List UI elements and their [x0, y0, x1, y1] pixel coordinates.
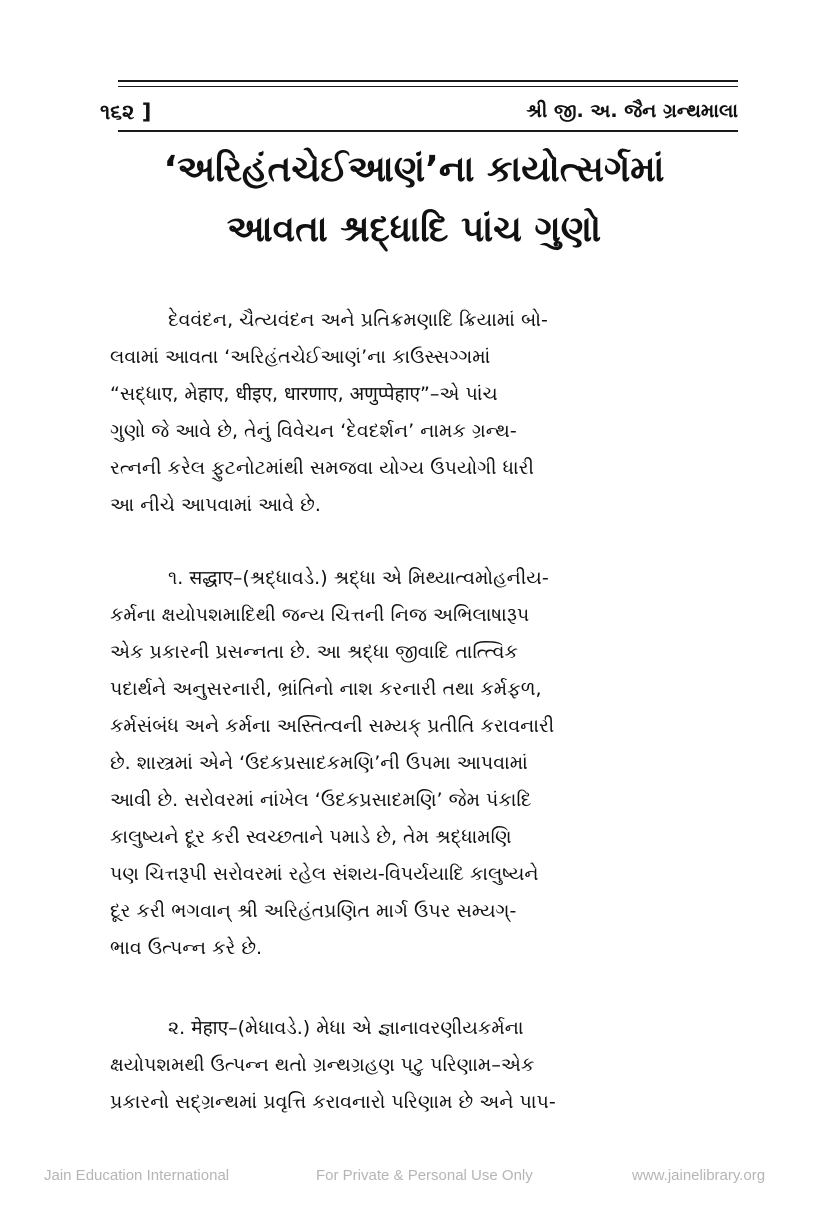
- footer-usage-notice: For Private & Personal Use Only: [316, 1167, 533, 1184]
- page-title-line-2: આવતા શ્રદ્ધાદિ પાંચ ગુણો: [226, 209, 602, 250]
- text-line: છે. શાસ્ત્રમાં એને ‘ઉદકપ્રસાદકમણિ’ની ઉપમા આપવામાં: [110, 752, 528, 774]
- paragraph-shraddha: [110, 560, 730, 967]
- text-line: ભાવ ઉત્પન્ન કરે છે.: [110, 937, 263, 959]
- text-line: દેવવંદન, ચૈત્યવંદન અને પ્રતિક્રમણાદિ ક્રિયામાં બો-: [168, 309, 548, 331]
- text-line: “સદ્ધાए, મેहाए, धीइए, धारणाए, अणुप्पेहाए”–એ પાંચ: [110, 383, 498, 405]
- text-line: કાલુષ્યને દૂર કરી સ્વચ્છતાને પમાડે છે, તેમ શ્રદ્ધામણિ: [110, 826, 512, 848]
- text-line: પ્રકારનો સદ્ગ્રન્થમાં પ્રવૃત્તિ કરાવનારો પરિણામ છે અને પાપ-: [110, 1091, 556, 1113]
- footer-website-link[interactable]: www.jainelibrary.org: [632, 1167, 766, 1184]
- footer-publisher: Jain Education International: [44, 1167, 230, 1184]
- text-line: કર્મના ક્ષયોપશમાદિથી જન્ય ચિત્તની નિજ અભિલાષારૂપ: [110, 604, 530, 626]
- series-name: શ્રી જી. અ. જૈન ગ્રન્થમાલા: [526, 100, 738, 122]
- text-line: રત્નની કરેલ ફુટનોટમાંથી સમજવા યોગ્ય ઉપયોગી ધારી: [110, 457, 534, 479]
- paragraph-medha: [110, 1010, 730, 1121]
- header-rule-top: [118, 80, 738, 82]
- header-rule-bottom: [118, 130, 738, 132]
- text-line: ૨. मेहाए–(મેધાવડે.) મેધા એ જ્ઞાનાવરણીયકર્મના: [168, 1017, 524, 1039]
- page-title-line-1: ‘અરિહંતચેઈઆણં’ના કાયોત્સર્ગમાં: [163, 149, 665, 190]
- text-line: આવી છે. સરોવરમાં નાંખેલ ‘ઉદકપ્રસાદમણિ’ જેમ પંકાદિ: [110, 789, 532, 811]
- header-rule-top-thin: [118, 86, 738, 87]
- text-line: લવામાં આવતા ‘અરિહંતચેઈઆણં’ના કાઉસ્સગ્ગમાં: [110, 346, 491, 368]
- text-line: ક્ષયોપશમથી ઉત્પન્ન થતો ગ્રન્થગ્રહણ પટુ પરિણામ–એક: [110, 1054, 535, 1076]
- text-line: આ નીચે આપવામાં આવે છે.: [110, 494, 321, 516]
- page-number: ૧૬૨ ]: [100, 100, 152, 124]
- text-line: દૂર કરી ભગવાન્ શ્રી અરિહંતપ્રણિત માર્ગ ઉપર સમ્યગ્-: [110, 900, 517, 922]
- paragraph-intro: [110, 302, 730, 524]
- text-line: એક પ્રકારની પ્રસન્નતા છે. આ શ્રદ્ધા જીવાદિ તાત્ત્વિક: [110, 641, 518, 663]
- text-line: કર્મસંબંધ અને કર્મના અસ્તિત્વની સમ્યક્ પ્રતીતિ કરાવનારી: [110, 715, 555, 737]
- text-line: ૧. सद्धाए–(શ્રદ્ધાવડે.) શ્રદ્ધા એ મિથ્યાત્વમોહનીય-: [168, 567, 549, 589]
- text-line: પદાર્થને અનુસરનારી, ભ્રાંતિનો નાશ કરનારી તથા કર્મફળ,: [110, 678, 542, 700]
- text-line: ગુણો જે આવે છે, તેનું વિવેચન ‘દેવદર્શન’ નામક ગ્રન્થ-: [110, 420, 517, 442]
- text-line: પણ ચિત્તરૂપી સરોવરમાં રહેલ સંશય-વિપર્યયાદિ કાલુષ્યને: [110, 863, 539, 885]
